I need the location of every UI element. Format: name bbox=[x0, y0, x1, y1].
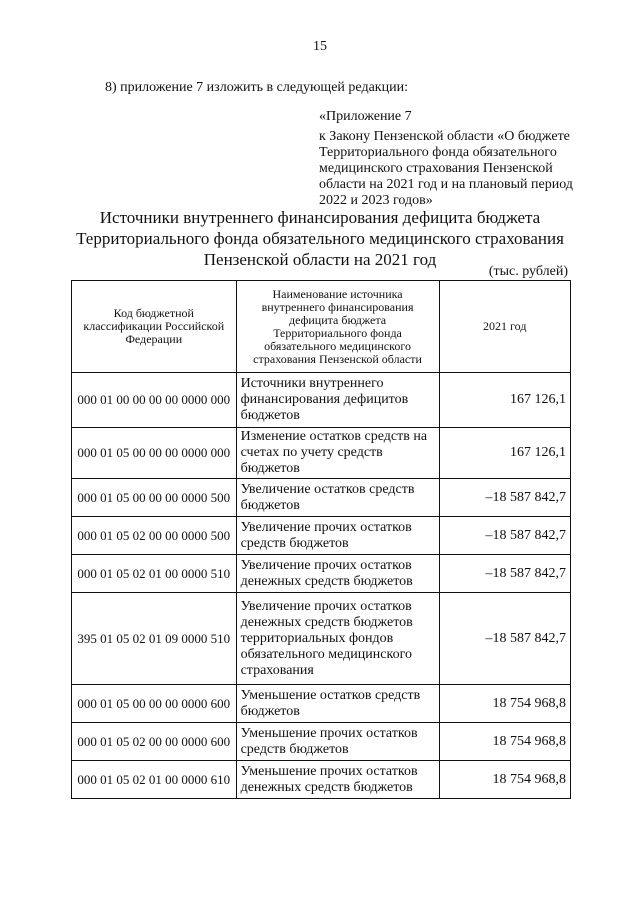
cell-name: Источники внутреннего финансирования дефицитов бюджетов bbox=[236, 373, 439, 428]
cell-amount: –18 587 842,7 bbox=[439, 555, 571, 593]
header-code: Код бюджетной классификации Российской Федерации bbox=[72, 281, 237, 373]
table-row bbox=[72, 593, 571, 685]
cell-code: 000 01 00 00 00 00 0000 000 bbox=[72, 373, 237, 428]
cell-name: Увеличение прочих остатков денежных средств бюджетов bbox=[236, 555, 439, 593]
cell-amount: 167 126,1 bbox=[439, 428, 571, 479]
header-name: Наименование источника внутреннего финансирования дефицита бюджета Территориального фонда обязательного медицинского страхования Пензенской области bbox=[236, 281, 439, 373]
page-number: 15 bbox=[313, 39, 327, 54]
cell-amount: –18 587 842,7 bbox=[439, 517, 571, 555]
cell-name: Увеличение прочих остатков денежных средств бюджетов территориальных фондов обязательного медицинского страхования bbox=[236, 593, 439, 685]
amendment-item-text: 8) приложение 7 изложить в следующей редакции: bbox=[105, 80, 408, 95]
table-row bbox=[72, 761, 571, 799]
cell-amount: 167 126,1 bbox=[439, 373, 571, 428]
cell-code: 000 01 05 00 00 00 0000 600 bbox=[72, 685, 237, 723]
table-row bbox=[72, 479, 571, 517]
appendix-reference: к Закону Пензенской области «О бюджете Территориального фонда обязательного медицинского страхования Пензенской области на 2021 год и на плановый период 2022 и 2023 годов» bbox=[319, 129, 573, 208]
table-row bbox=[72, 555, 571, 593]
table-row bbox=[72, 373, 571, 428]
cell-code: 000 01 05 02 01 00 0000 510 bbox=[72, 555, 237, 593]
table-row bbox=[72, 685, 571, 723]
cell-amount: 18 754 968,8 bbox=[439, 723, 571, 761]
budget-sources-table bbox=[71, 280, 571, 799]
cell-name: Уменьшение остатков средств бюджетов bbox=[236, 685, 439, 723]
cell-amount: 18 754 968,8 bbox=[439, 685, 571, 723]
cell-code: 395 01 05 02 01 09 0000 510 bbox=[72, 593, 237, 685]
cell-code: 000 01 05 02 00 00 0000 500 bbox=[72, 517, 237, 555]
cell-amount: –18 587 842,7 bbox=[439, 593, 571, 685]
document-title: Источники внутреннего финансирования дефицита бюджета Территориального фонда обязательного медицинского страхования Пензенской области на 2021 год bbox=[76, 208, 564, 269]
table-row bbox=[72, 517, 571, 555]
table-row bbox=[72, 428, 571, 479]
table-header-row bbox=[72, 281, 571, 373]
cell-amount: 18 754 968,8 bbox=[439, 761, 571, 799]
cell-amount: –18 587 842,7 bbox=[439, 479, 571, 517]
appendix-title: «Приложение 7 bbox=[319, 109, 412, 124]
cell-code: 000 01 05 00 00 00 0000 000 bbox=[72, 428, 237, 479]
cell-name: Уменьшение прочих остатков денежных средств бюджетов bbox=[236, 761, 439, 799]
cell-name: Изменение остатков средств на счетах по учету средств бюджетов bbox=[236, 428, 439, 479]
cell-code: 000 01 05 02 00 00 0000 600 bbox=[72, 723, 237, 761]
cell-name: Уменьшение прочих остатков средств бюджетов bbox=[236, 723, 439, 761]
table-row bbox=[72, 723, 571, 761]
cell-code: 000 01 05 00 00 00 0000 500 bbox=[72, 479, 237, 517]
cell-name: Увеличение прочих остатков средств бюджетов bbox=[236, 517, 439, 555]
units-label: (тыс. рублей) bbox=[488, 264, 568, 279]
cell-code: 000 01 05 02 01 00 0000 610 bbox=[72, 761, 237, 799]
cell-name: Увеличение остатков средств бюджетов bbox=[236, 479, 439, 517]
header-year: 2021 год bbox=[439, 281, 571, 373]
